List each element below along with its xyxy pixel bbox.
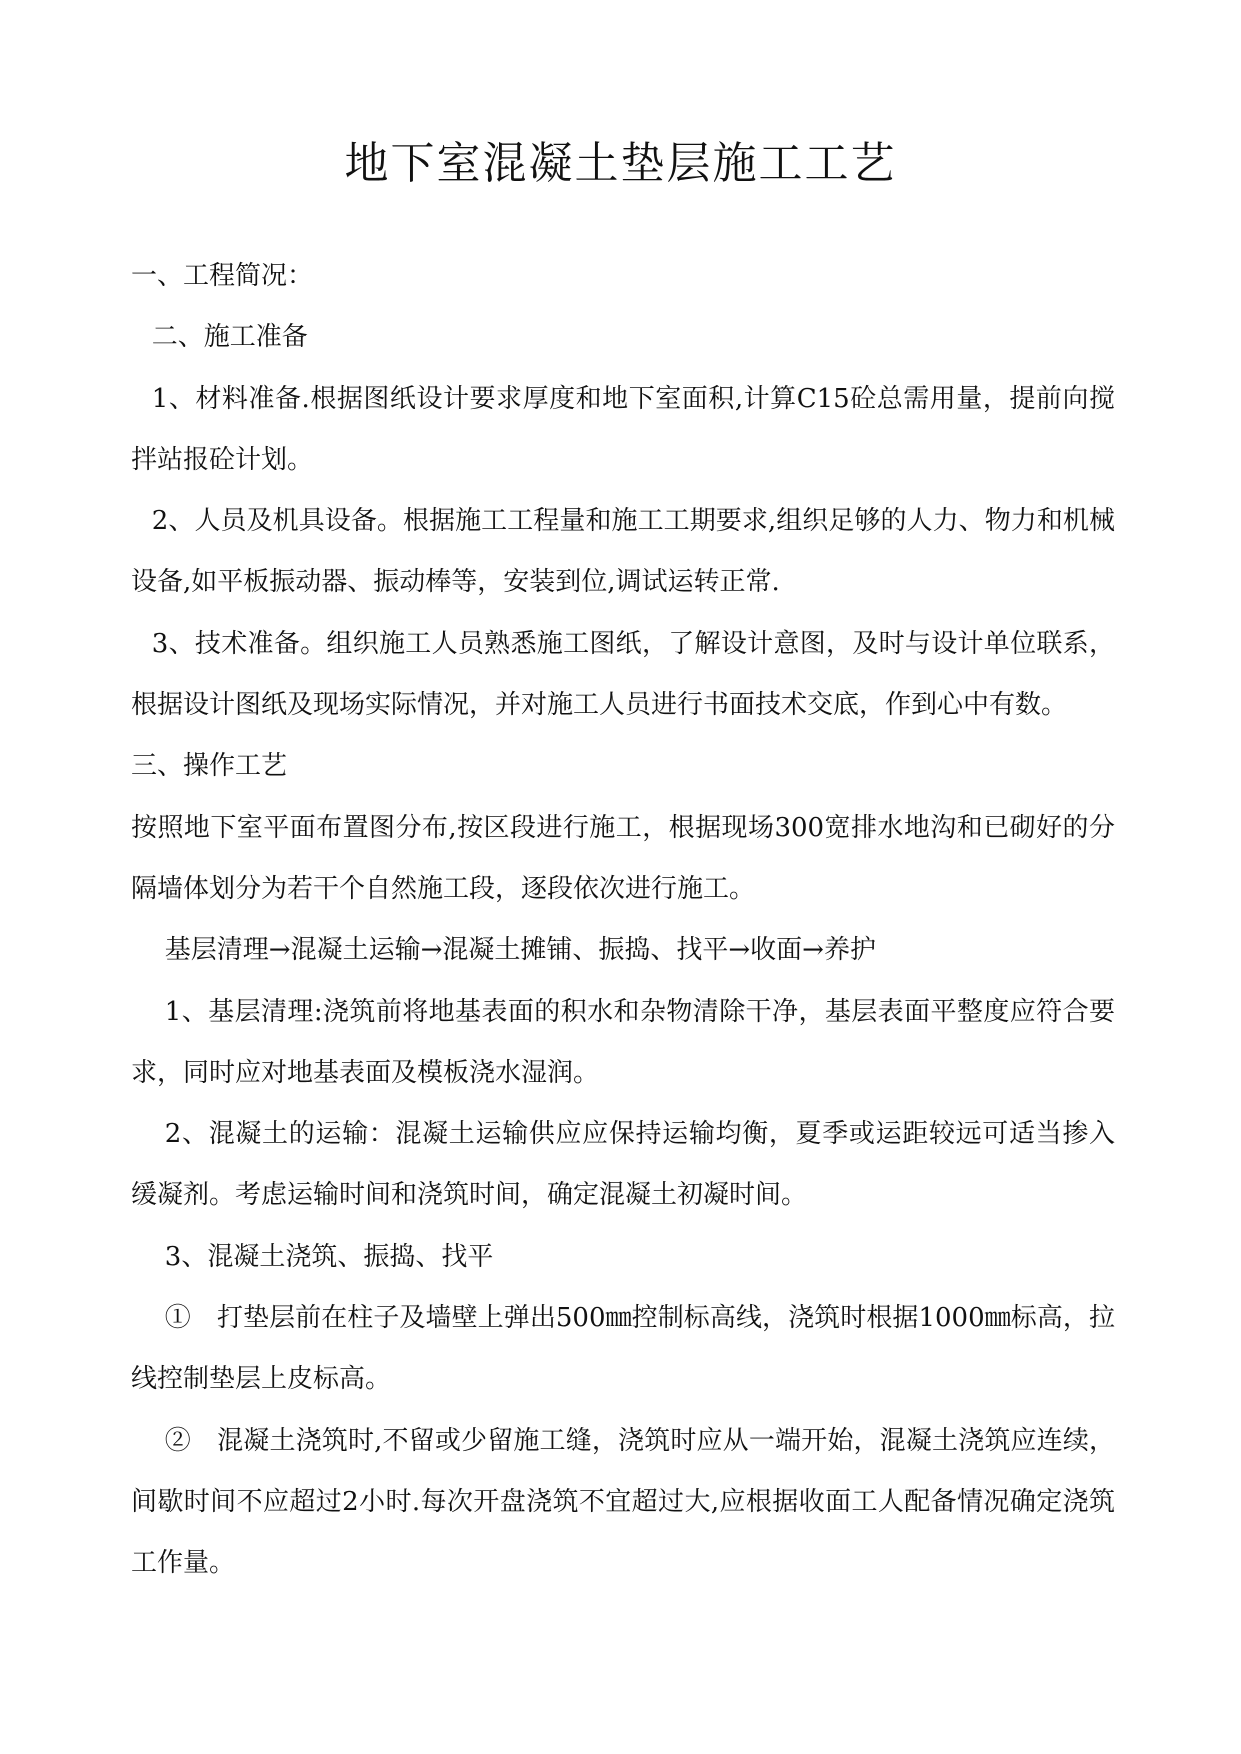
- paragraph-concrete-transport: 2、混凝土的运输：混凝土运输供应应保持运输均衡，夏季或运距较远可适当掺入缓凝剂。考虑运输时间和浇筑时间，确定混凝土初凝时间。: [131, 1119, 1115, 1211]
- paragraph-base-cleaning: 1、基层清理:浇筑前将地基表面的积水和杂物清除干净，基层表面平整度应符合要求，同时应对地基表面及模板浇水湿润。: [131, 996, 1115, 1088]
- document-title: 地下室混凝土垫层施工工艺: [344, 138, 897, 189]
- paragraph-elevation-control: ① 打垫层前在柱子及墙壁上弹出500㎜控制标高线，浇筑时根据1000㎜标高，拉线控制垫层上皮标高。: [131, 1303, 1115, 1395]
- paragraph-process-overview: 按照地下室平面布置图分布,按区段进行施工，根据现场300宽排水地沟和已砌好的分隔墙体划分为若干个自然施工段，逐段依次进行施工。: [131, 812, 1115, 904]
- section-heading-preparation: 二、施工准备: [151, 322, 308, 353]
- section-heading-process: 三、操作工艺: [131, 751, 288, 782]
- section-heading-overview: 一、工程简况：: [131, 261, 314, 291]
- paragraph-continuous-pouring: ② 混凝土浇筑时,不留或少留施工缝，浇筑时应从一端开始，混凝土浇筑应连续，间歇时间不应超过2小时.每次开盘浇筑不宜超过大,应根据收面工人配备情况确定浇筑工作量。: [131, 1425, 1115, 1579]
- paragraph-pouring-heading: 3、混凝土浇筑、振捣、找平: [164, 1241, 494, 1272]
- paragraph-process-flow: 基层清理→混凝土运输→混凝土摊铺、振捣、找平→收面→养护: [164, 935, 876, 966]
- paragraph-material-preparation: 1、材料准备.根据图纸设计要求厚度和地下室面积,计算C15砼总需用量，提前向搅拌站报砼计划。: [131, 383, 1115, 475]
- paragraph-technical-preparation: 3、技术准备。组织施工人员熟悉施工图纸，了解设计意图，及时与设计单位联系，根据设计图纸及现场实际情况，并对施工人员进行书面技术交底，作到心中有数。: [131, 628, 1115, 721]
- document-body: [131, 246, 1115, 1595]
- paragraph-personnel-equipment: 2、人员及机具设备。根据施工工程量和施工工期要求,组织足够的人力、物力和机械设备,如平板振动器、振动棒等，安装到位,调试运转正常.: [131, 506, 1115, 598]
